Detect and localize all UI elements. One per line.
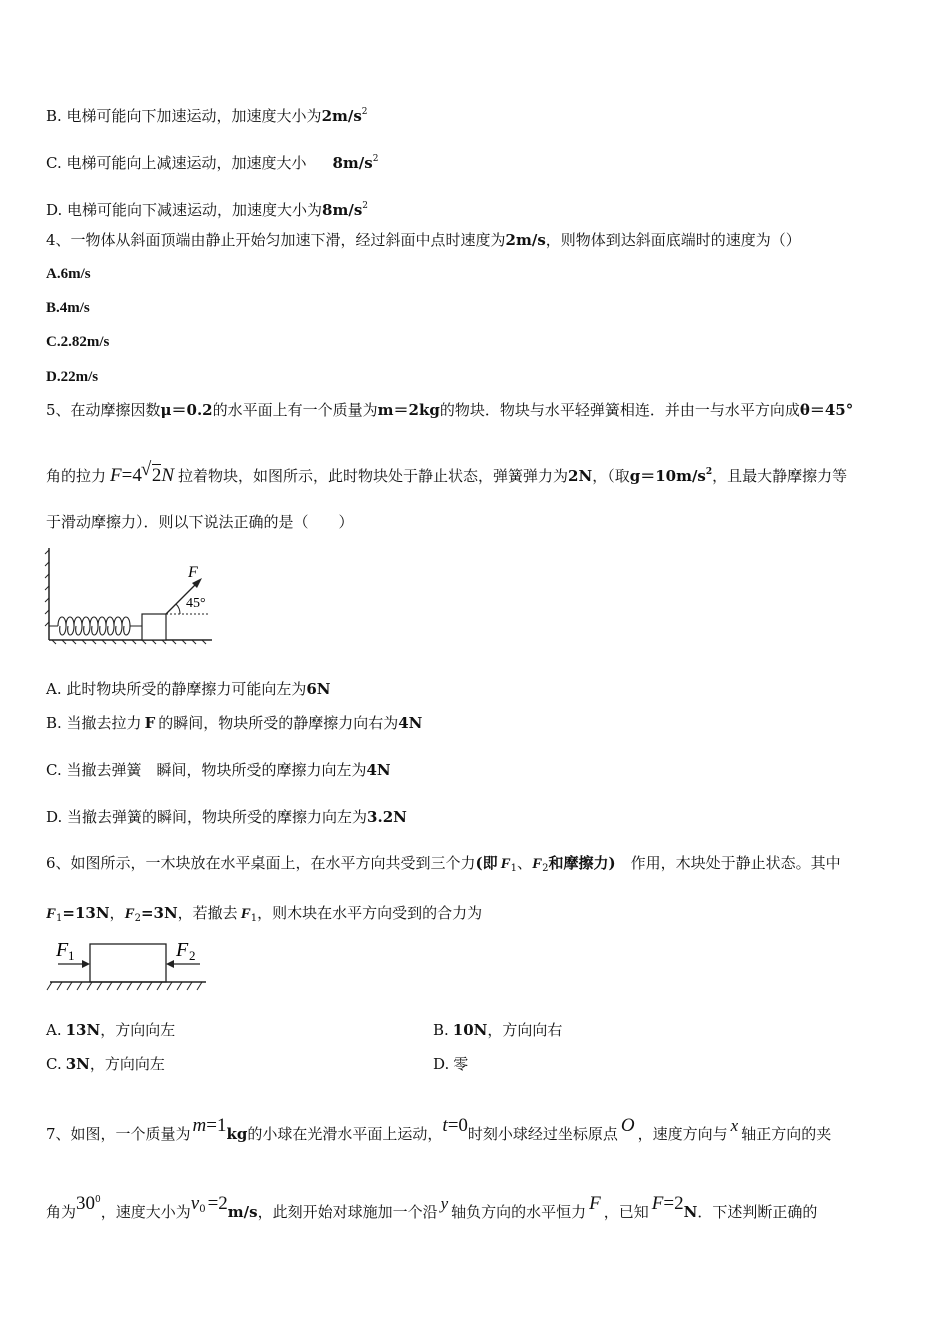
q6-option-a-letter: A. — [46, 1021, 62, 1039]
q5-text: 5、在动摩擦因数 — [46, 401, 161, 419]
q7-text: 角为 — [46, 1203, 77, 1221]
q6-f1-sub: 1 — [510, 863, 518, 874]
q5-formula-sqrt-val: 2 — [151, 465, 162, 486]
q5-option-c — [46, 760, 391, 780]
q5-mass: m＝2kg — [377, 401, 440, 419]
q6-text: 作用，木块处于静止状态。其中 — [615, 854, 841, 872]
q5-spring-force: 2N — [568, 467, 593, 485]
q3-option-d — [46, 196, 368, 220]
q6-f1-sub: 1 — [250, 913, 258, 924]
q5-mu: μ＝0.2 — [160, 401, 213, 419]
q6-option-c — [46, 1054, 165, 1074]
q5-stem-line2 — [46, 459, 848, 486]
q3-option-b-text: B. 电梯可能向下加速运动，加速度大小为 — [46, 107, 322, 125]
q5-formula-sqrt — [140, 459, 162, 486]
fig-f1-label: F — [56, 939, 69, 961]
q6-option-a-text: ，方向向左 — [100, 1021, 176, 1039]
q6-option-d — [433, 1054, 468, 1074]
q5-theta: θ＝45° — [799, 401, 854, 419]
q3-option-b-value: 2m/s — [321, 107, 362, 125]
q6-option-c-value: 3N — [65, 1055, 90, 1073]
sqrt-icon: √ — [140, 459, 152, 480]
q5-option-d-value: 3.2N — [367, 808, 407, 826]
q5-stem-line3: 于滑动摩擦力）．则以下说法正确的是（ ） — [46, 513, 354, 531]
q6-option-c-letter: C. — [46, 1055, 62, 1073]
q5-g-sup: 2 — [705, 467, 713, 477]
q7-t: t — [442, 1115, 448, 1136]
q5-text: ，且最大静摩擦力等 — [712, 467, 848, 485]
q6-option-b-text: ，方向向右 — [487, 1021, 563, 1039]
q5-figure — [44, 546, 220, 646]
arrow-left-icon — [166, 960, 174, 968]
q5-option-a-text: A. 此时物块所受的静摩擦力可能向左为 — [46, 680, 307, 698]
block — [142, 614, 166, 640]
q4-stem-v: 2m/s — [505, 231, 546, 249]
q6-text: (即 — [475, 854, 498, 872]
q6-sep: 、 — [517, 854, 533, 872]
q5-option-a-value: 6N — [306, 680, 331, 698]
q4-stem — [46, 230, 801, 250]
q5-option-b-text2: 的瞬间，物块所受的静摩擦力向右为 — [158, 714, 399, 732]
q7-v-sub: 0 — [199, 1204, 206, 1215]
q5-option-d — [46, 807, 407, 827]
q7-n: N — [683, 1203, 698, 1221]
q6-f2: F — [532, 856, 543, 872]
q7-text: 轴正方向的夹 — [741, 1125, 832, 1143]
angle-arc — [176, 604, 180, 614]
fig-force-label: F — [188, 564, 198, 581]
q5-text: 拉着物块，如图所示，此时物块处于静止状态，弹簧弹力为 — [178, 467, 569, 485]
q7-text: 7、如图，一个质量为 — [46, 1125, 191, 1143]
q6-text: ，若撤去 — [177, 904, 238, 922]
q7-text: 时刻小球经过坐标原点 — [467, 1125, 618, 1143]
q4-stem-b: ，则物体到达斜面底端时的速度为（） — [545, 231, 801, 249]
q5-option-b — [46, 713, 422, 733]
q6-f1: F — [500, 856, 511, 872]
q7-m: m — [192, 1115, 207, 1136]
q3-option-b-sup: 2 — [361, 107, 368, 117]
q5-option-c-text: C. 当撤去弹簧 瞬间，物块所受的摩擦力向左为 — [46, 761, 367, 779]
q3-option-c-value: 8m/s — [332, 154, 373, 172]
q4-option-d: D.22m/s — [46, 369, 99, 385]
q3-option-d-sup: 2 — [362, 201, 368, 211]
q6-figure — [46, 934, 210, 998]
q6-stem-line1 — [46, 853, 841, 879]
q5-formula-n: N — [161, 465, 175, 486]
q7-stem-line1 — [46, 1115, 832, 1144]
q6-option-d-letter: D. — [433, 1055, 450, 1073]
q6-text: ，则木块在水平方向受到的合力为 — [257, 904, 483, 922]
arrow-right-icon — [82, 960, 90, 968]
q7-f2: F — [651, 1193, 664, 1214]
q7-text: 轴负方向的水平恒力 — [451, 1203, 587, 1221]
q5-option-b-value: 4N — [398, 714, 423, 732]
q5-text: 的水平面上有一个质量为 — [212, 401, 378, 419]
q4-option-c: C.2.82m/s — [46, 334, 110, 350]
fig-angle-label: 45° — [186, 596, 206, 611]
q6-option-a-value: 13N — [65, 1021, 101, 1039]
q3-option-c-sup: 2 — [372, 154, 379, 164]
q3-option-b — [46, 102, 368, 126]
q7-t-eq: =0 — [447, 1115, 468, 1136]
q6-stem-line2 — [46, 903, 482, 929]
q4-option-b: B.4m/s — [46, 300, 90, 316]
q6-f2-sub: 2 — [542, 863, 549, 874]
q3-option-d-text: D. 电梯可能向下减速运动，加速度大小为 — [46, 201, 323, 219]
q6-option-d-text: 零 — [453, 1055, 469, 1073]
q6-option-b-value: 10N — [452, 1021, 488, 1039]
q6-f1: F — [240, 906, 251, 922]
q6-f1: F — [46, 906, 57, 922]
q7-text: 的小球在光滑水平面上运动， — [247, 1125, 443, 1143]
q5-stem-line1 — [46, 400, 853, 420]
table-hatch — [47, 982, 202, 990]
q7-stem-line2 — [46, 1193, 818, 1228]
q7-v: v — [190, 1193, 200, 1214]
q4-option-a: A.6m/s — [46, 266, 91, 282]
q7-ms: m/s — [227, 1203, 258, 1221]
q7-angle: 30 — [76, 1193, 96, 1214]
q5-option-c-value: 4N — [366, 761, 391, 779]
q6-option-b-letter: B. — [433, 1021, 449, 1039]
q6-option-a — [46, 1020, 175, 1040]
fig-f1-sub: 1 — [68, 948, 75, 963]
q7-m-eq: =1 — [206, 1115, 227, 1136]
q7-text: ，速度大小为 — [100, 1203, 191, 1221]
q7-x-axis: x — [730, 1116, 739, 1135]
fig-f2-label: F — [176, 939, 189, 961]
q3-option-c — [46, 149, 378, 173]
q6-option-b — [433, 1020, 562, 1040]
q7-kg: kg — [226, 1125, 248, 1143]
q5-text: ，（取 — [592, 467, 630, 485]
q3-option-d-value: 8m/s — [322, 201, 363, 219]
q6-comma: ， — [109, 904, 125, 922]
q5-option-b-text: B. 当撤去拉力 — [46, 714, 142, 732]
q6-f2: F — [124, 906, 135, 922]
q6-option-c-text: ，方向向左 — [89, 1055, 165, 1073]
q7-text: ，已知 — [603, 1203, 649, 1221]
q7-origin: O — [620, 1115, 635, 1136]
q4-stem-a: 4、一物体从斜面顶端由静止开始匀加速下滑，经过斜面中点时速度为 — [46, 231, 506, 249]
q7-text: ，速度方向与 — [637, 1125, 728, 1143]
q5-option-d-text: D. 当撤去弹簧的瞬间，物块所受的摩擦力向左为 — [46, 808, 368, 826]
q5-formula-f: F — [110, 465, 122, 486]
q5-text: 的物块．物块与水平轻弹簧相连．并由一与水平方向成 — [439, 401, 800, 419]
q5-option-a — [46, 679, 331, 699]
q6-f2-value: =3N — [140, 904, 178, 922]
q5-text: 角的拉力 — [46, 467, 107, 485]
q5-formula-eq: =4 — [121, 465, 142, 486]
q7-y-axis: y — [440, 1194, 449, 1213]
q6-f1-sub: 1 — [56, 913, 63, 924]
q7-v-eq: =2 — [207, 1193, 228, 1214]
q6-text: 6、如图所示，一木块放在水平桌面上，在水平方向共受到三个力 — [46, 854, 476, 872]
q3-option-c-text: C. 电梯可能向上减速运动，加速度大小 — [46, 154, 307, 172]
q5-option-b-f: F — [144, 714, 156, 732]
wood-block — [90, 944, 166, 982]
q7-text: ，此刻开始对球施加一个沿 — [257, 1203, 438, 1221]
q7-angle-sup: 0 — [95, 1195, 101, 1205]
q7-text: ．下述判断正确的 — [697, 1203, 818, 1221]
q5-g: g＝10m/s — [629, 467, 706, 485]
spring-icon — [58, 617, 130, 635]
q6-f2-sub: 2 — [134, 913, 141, 924]
fig-f2-sub: 2 — [189, 948, 196, 963]
q7-f: F — [589, 1193, 601, 1214]
q7-f-eq: =2 — [663, 1193, 684, 1214]
q6-text: 和摩擦力) — [548, 854, 616, 872]
q6-f1-value: =13N — [62, 904, 110, 922]
